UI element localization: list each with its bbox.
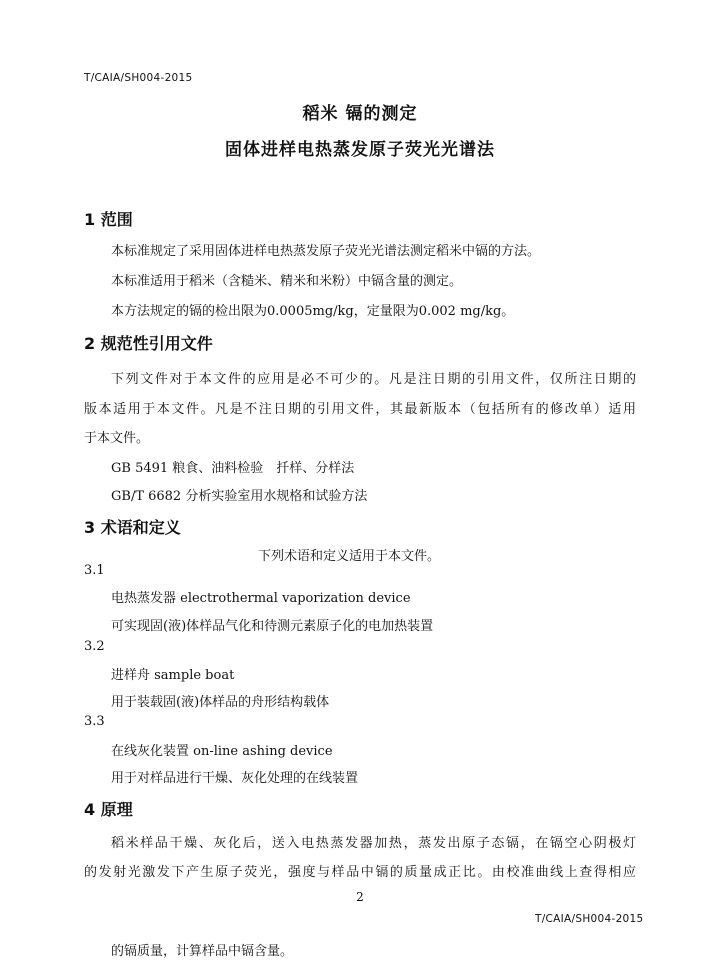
document-code-footer: T/CAIA/SH004-2015 (535, 913, 644, 925)
document-code-header: T/CAIA/SH004-2015 (84, 72, 193, 84)
section-heading-principle: 4 原理 (84, 800, 133, 819)
references-paragraph-line-1: 下列文件对于本文件的应用是必不可少的。凡是注日期的引用文件，仅所注日期的 (111, 372, 636, 387)
term-3-2-definition: 用于装载固(液)体样品的舟形结构载体 (111, 695, 330, 710)
references-paragraph-line-2: 版本适用于本文件。凡是不注日期的引用文件，其最新版本（包括所有的修改单）适用 (84, 402, 636, 417)
term-3-3-name: 在线灰化装置 on-line ashing device (111, 744, 333, 759)
scope-paragraph-3: 本方法规定的镉的检出限为0.0005mg/kg，定量限为0.002 mg/kg。 (111, 304, 515, 319)
document-title-line2: 固体进样电热蒸发原子荧光光谱法 (225, 140, 495, 160)
term-3-2-name: 进样舟 sample boat (111, 668, 235, 683)
scope-paragraph-1: 本标准规定了采用固体进样电热蒸发原子荧光光谱法测定稻米中镉的方法。 (111, 244, 541, 259)
term-3-3-definition: 用于对样品进行干燥、灰化处理的在线装置 (111, 771, 359, 786)
section-heading-normative-references: 2 规范性引用文件 (84, 334, 213, 353)
section-heading-terms-definitions: 3 术语和定义 (84, 518, 181, 537)
term-number-3-3: 3.3 (84, 714, 105, 729)
principle-paragraph-line-3: 的镉质量，计算样品中镉含量。 (111, 944, 294, 959)
term-number-3-1: 3.1 (84, 563, 105, 578)
page-number: 2 (356, 890, 364, 904)
terms-intro: 下列术语和定义适用于本文件。 (258, 549, 441, 564)
document-title-line1: 稻米 镉的测定 (302, 104, 418, 124)
reference-item-gbt6682: GB/T 6682 分析实验室用水规格和试验方法 (111, 489, 368, 504)
principle-paragraph-line-1: 稻米样品干燥、灰化后，送入电热蒸发器加热，蒸发出原子态镉，在镉空心阴极灯 (111, 836, 636, 851)
scope-paragraph-2: 本标准适用于稻米（含糙米、精米和米粉）中镉含量的测定。 (111, 274, 463, 289)
term-3-1-definition: 可实现固(液)体样品气化和待测元素原子化的电加热装置 (111, 619, 434, 634)
principle-paragraph-line-2: 的发射光激发下产生原子荧光，强度与样品中镉的质量成正比。由校准曲线上查得相应 (84, 865, 636, 880)
term-3-1-name: 电热蒸发器 electrothermal vaporization device (111, 591, 411, 606)
term-number-3-2: 3.2 (84, 639, 105, 654)
reference-item-gb5491: GB 5491 粮食、油料检验 扦样、分样法 (111, 461, 355, 476)
section-heading-scope: 1 范围 (84, 210, 133, 229)
references-paragraph-line-3: 于本文件。 (84, 431, 150, 446)
